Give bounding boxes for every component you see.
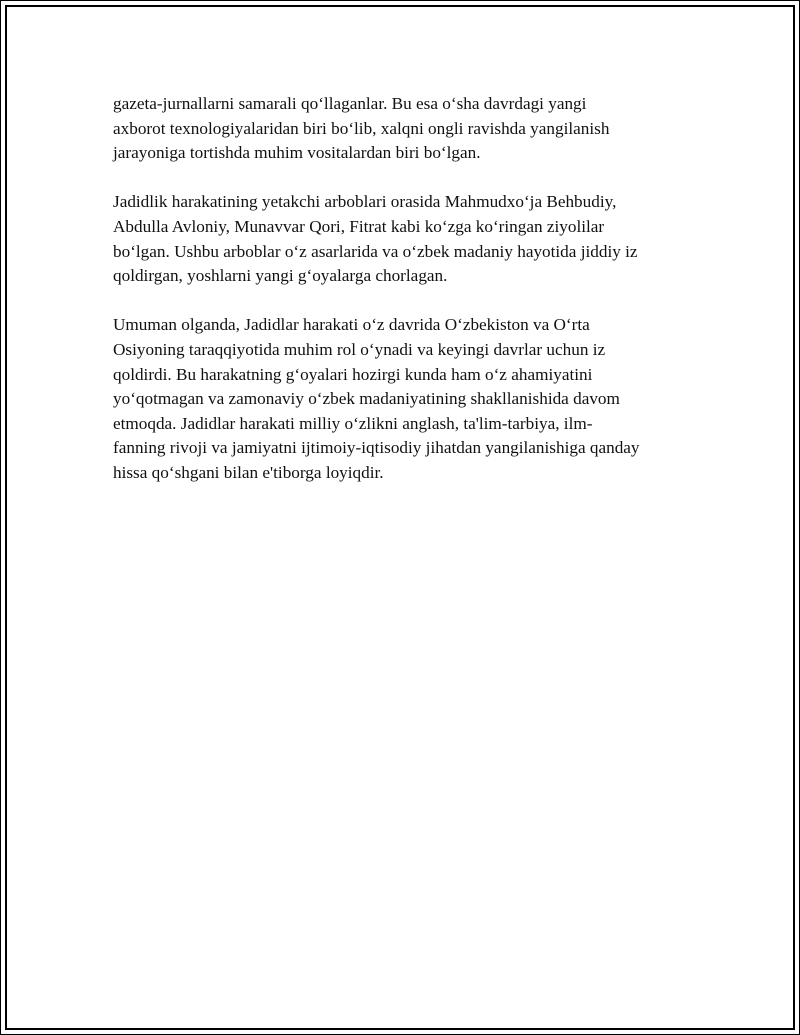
text-line: bo‘lgan. Ushbu arboblar o‘z asarlarida va o‘zbek madaniy hayotida jiddiy iz [113,241,638,261]
text-line: etmoqda. Jadidlar harakati milliy o‘zlikni anglash, ta'lim-tarbiya, ilm- [113,413,593,433]
text-line: gazeta-jurnallarni samarali qo‘llaganlar. Bu esa o‘sha davrdagi yangi [113,94,587,113]
paragraph-2 [113,190,688,288]
text-line: Umuman olganda, Jadidlar harakati o‘z davrida O‘zbekiston va O‘rta [113,315,590,335]
text-line: qoldirgan, yoshlarni yangi g‘oyalarga chorlagan. [113,266,448,286]
text-line: yo‘qotmagan va zamonaviy o‘zbek madaniyatining shakllanishida davom [113,389,620,409]
paragraph-1 [113,92,688,166]
text-line: Osiyoning taraqqiyotida muhim rol o‘ynadi va keyingi davrlar uchun iz [113,339,606,359]
text-line: qoldirdi. Bu harakatning g‘oyalari hozirgi kunda ham o‘z ahamiyatini [113,364,593,384]
text-line: Jadidlik harakatining yetakchi arboblari orasida Mahmudxo‘ja Behbudiy, [113,192,617,212]
text-line: fanning rivoji va jamiyatni ijtimoiy-iqtisodiy jihatdan yangilanishiga qanday [113,438,640,458]
document-body [113,92,688,510]
text-line: jarayoniga tortishda muhim vositalardan biri bo‘lgan. [113,143,481,163]
text-line: Abdulla Avloniy, Munavvar Qori, Fitrat kabi ko‘zga ko‘ringan ziyolilar [113,216,605,236]
text-line: axborot texnologiyalaridan biri bo‘lib, xalqni ongli ravishda yangilanish [113,118,610,138]
text-line: hissa qo‘shgani bilan e'tiborga loyiqdir. [113,462,384,482]
paragraph-3 [113,313,688,485]
